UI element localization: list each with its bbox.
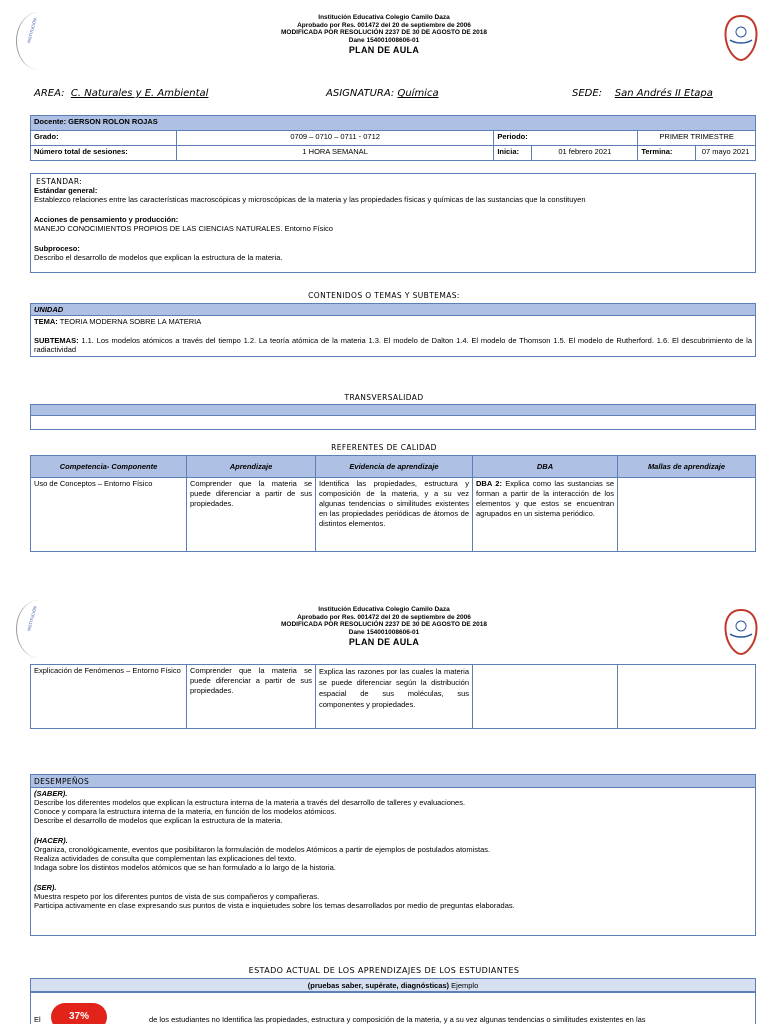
hacer-item: Indaga sobre los distintos modelos atómicos que se han formulado a lo largo de la historia. xyxy=(34,863,336,872)
desempenos-box xyxy=(30,774,756,936)
percentage-badge: 37% xyxy=(51,1003,107,1024)
header-dba: DBA xyxy=(473,456,618,478)
school-seal-logo-2: INSTITUCIÓN xyxy=(16,600,62,658)
hacer-item: Organiza, cronológicamente, eventos que posibilitaron la formulación de modelos Atómicos a partir de ejemplos de postulados atomistas. xyxy=(34,845,491,854)
saber-item: Conoce y compara la estructura interna de la materia, en función de los modelos atómicos. xyxy=(34,807,337,816)
sesiones-label: Número total de sesiones: xyxy=(31,146,177,161)
page-header xyxy=(0,14,768,55)
subtemas-label: SUBTEMAS: xyxy=(34,335,79,345)
saber-label: (SABER). xyxy=(34,789,68,798)
referentes-title: REFERENTES DE CALIDAD xyxy=(331,443,437,452)
estado-subtitle-bar xyxy=(30,978,756,992)
school-crest-logo-2 xyxy=(724,608,758,656)
tema-label: TEMA: xyxy=(34,317,58,326)
header-competencia: Competencia- Componente xyxy=(31,456,187,478)
page-title-2: PLAN DE AULA xyxy=(348,637,420,647)
sede-field xyxy=(572,88,713,99)
evidencia-cell: Identifica las propiedades, estructura y composición de la materia, y a su vez algunas tendencias o similitudes existentes en las propiedades periódicas de átomos de distintos elementos. xyxy=(316,478,473,552)
area-value: C. Naturales y E. Ambiental xyxy=(70,88,209,99)
contenidos-cell xyxy=(31,316,756,357)
estandar-box xyxy=(30,173,756,273)
docente-name: Docente: GERSON ROLON ROJAS xyxy=(31,116,756,131)
dba-text: Explica como las sustancias se forman a partir de la interacción de los elementos y que estos se encuentran agrupados en un sistema periódico. xyxy=(476,479,614,518)
ser-item: Muestra respeto por los diferentes puntos de vista de sus compañeros y compañeras. xyxy=(34,892,320,901)
estado-body xyxy=(30,992,756,1024)
asignatura-field xyxy=(326,88,439,99)
aprendizaje-cell: Comprender que la materia se puede diferenciar a partir de sus propiedades. xyxy=(187,478,316,552)
contenidos-table xyxy=(30,303,756,357)
institution-name: Institución Educativa Colegio Camilo Daza xyxy=(318,14,450,21)
evidencia-cell-2: Explica las razones por las cuales la materia se puede diferenciar según la distribución espacial de sus moléculas, sus componentes y propiedades. xyxy=(316,665,473,729)
periodo-label: Periodo: xyxy=(494,131,638,146)
estado-prefix: El xyxy=(34,1015,41,1024)
header-mallas: Mallas de aprendizaje xyxy=(618,456,756,478)
transversalidad-header-cell xyxy=(31,405,756,416)
area-label: AREA: xyxy=(34,88,65,99)
ser-label: (SER). xyxy=(34,883,57,892)
termina-label: Termina: xyxy=(638,146,696,161)
modification-line: MODIFICADA POR RESOLUCIÓN 2237 DE 30 DE AGOSTO DE 2018 xyxy=(280,29,487,36)
inicia-label: Inicia: xyxy=(494,146,532,161)
school-crest-logo xyxy=(724,14,758,62)
asignatura-label: ASIGNATURA: xyxy=(326,88,395,99)
institution-name-2: Institución Educativa Colegio Camilo Daza xyxy=(318,606,450,613)
modification-line-2: MODIFICADA POR RESOLUCIÓN 2237 DE 30 DE AGOSTO DE 2018 xyxy=(280,621,487,628)
school-seal-logo: INSTITUCIÓN xyxy=(16,12,62,70)
sesiones-value: 1 HORA SEMANAL xyxy=(177,146,494,161)
area-field xyxy=(34,88,208,99)
competencia-cell-2: Explicación de Fenómenos – Entorno Físico xyxy=(31,665,187,729)
aprendizaje-cell-2: Comprender que la materia se puede diferenciar a partir de sus propiedades. xyxy=(187,665,316,729)
page-header-2 xyxy=(0,606,768,647)
page-title: PLAN DE AULA xyxy=(348,45,420,55)
table-row xyxy=(31,665,756,729)
inicia-value: 01 febrero 2021 xyxy=(532,146,638,161)
grado-value: 0709 – 0710 – 0711 - 0712 xyxy=(177,131,494,146)
desempenos-title: DESEMPEÑOS xyxy=(34,777,90,786)
subproceso-text: Describo el desarrollo de modelos que explican la estructura de la materia. xyxy=(34,253,283,262)
estado-subtitle-rest: Ejemplo xyxy=(449,981,479,990)
contenidos-title: CONTENIDOS O TEMAS Y SUBTEMAS: xyxy=(308,291,460,300)
approval-line: Aprobado por Res. 001472 del 20 de septiembre de 2006 xyxy=(297,21,471,29)
mallas-cell xyxy=(618,478,756,552)
estado-title: ESTADO ACTUAL DE LOS APRENDIZAJES DE LOS ESTUDIANTES xyxy=(248,966,520,975)
hacer-label: (HACER). xyxy=(34,836,68,845)
table-row xyxy=(31,478,756,552)
docente-table xyxy=(30,115,756,161)
acciones-label: Acciones de pensamiento y producción: xyxy=(34,215,179,224)
tema-text: TEORIA MODERNA SOBRE LA MATERIA xyxy=(59,317,202,326)
estandar-title: ESTANDAR: xyxy=(36,177,83,186)
dane-line: Dane 154001008606-01 xyxy=(348,36,420,44)
subtemas-text: 1.1. Los modelos atómicos a través del tiempo 1.2. La teoría atómica de la materia 1.3. El modelo de Dalton 1.4. El modelo de Thomson 1.5. El modelo de Rutherford. 1.6. El descubrimiento de la radiactividad xyxy=(34,335,752,354)
transversalidad-table xyxy=(30,404,756,430)
saber-item: Describe el desarrollo de modelos que explican la estructura de la materia. xyxy=(34,816,283,825)
termina-value: 07 mayo 2021 xyxy=(696,146,756,161)
dba-label: DBA 2: xyxy=(476,479,502,488)
referentes-table-continued xyxy=(30,664,756,729)
estandar-general-label: Estándar general: xyxy=(34,186,98,195)
dba-cell xyxy=(473,478,618,552)
mallas-cell-2 xyxy=(618,665,756,729)
referentes-table xyxy=(30,455,756,552)
dane-line-2: Dane 154001008606-01 xyxy=(348,628,420,636)
estado-subtitle-bold: (pruebas saber, supérate, diagnósticas) xyxy=(307,981,450,990)
estandar-general-text: Establezco relaciones entre las características macroscópicas y microscópicas de la materia y las propiedades físicas y químicas de las sustancias que la constituyen xyxy=(34,195,586,204)
approval-line-2: Aprobado por Res. 001472 del 20 de septiembre de 2006 xyxy=(297,613,471,621)
transversalidad-body-cell xyxy=(31,416,756,430)
acciones-text: MANEJO CONOCIMIENTOS PROPIOS DE LAS CIENCIAS NATURALES. Entorno Físico xyxy=(34,224,333,233)
sede-label: SEDE: xyxy=(572,88,603,99)
header-evidencia: Evidencia de aprendizaje xyxy=(316,456,473,478)
transversalidad-title: TRANSVERSALIDAD xyxy=(344,393,424,402)
competencia-cell: Uso de Conceptos – Entorno Físico xyxy=(31,478,187,552)
unidad-label: UNIDAD xyxy=(31,304,756,316)
dba-cell-2 xyxy=(473,665,618,729)
ser-item: Participa activamente en clase expresando sus puntos de vista e inquietudes sobre los temas desarrollados por medio de preguntas elaboradas. xyxy=(34,901,515,910)
sede-value: San Andrés II Etapa xyxy=(614,88,713,99)
periodo-value: PRIMER TRIMESTRE xyxy=(638,131,756,146)
header-aprendizaje: Aprendizaje xyxy=(187,456,316,478)
asignatura-value: Química xyxy=(397,88,439,99)
hacer-item: Realiza actividades de consulta que complementan las explicaciones del texto. xyxy=(34,854,297,863)
subproceso-label: Subproceso: xyxy=(34,244,80,253)
grado-label: Grado: xyxy=(31,131,177,146)
estado-text: de los estudiantes no Identifica las propiedades, estructura y composición de la materia, y a su vez algunas tendencias o similitudes existentes en las xyxy=(149,1015,646,1024)
saber-item: Describe los diferentes modelos que explican la estructura interna de la materia a través del desarrollo de talleres y evaluaciones. xyxy=(34,798,466,807)
